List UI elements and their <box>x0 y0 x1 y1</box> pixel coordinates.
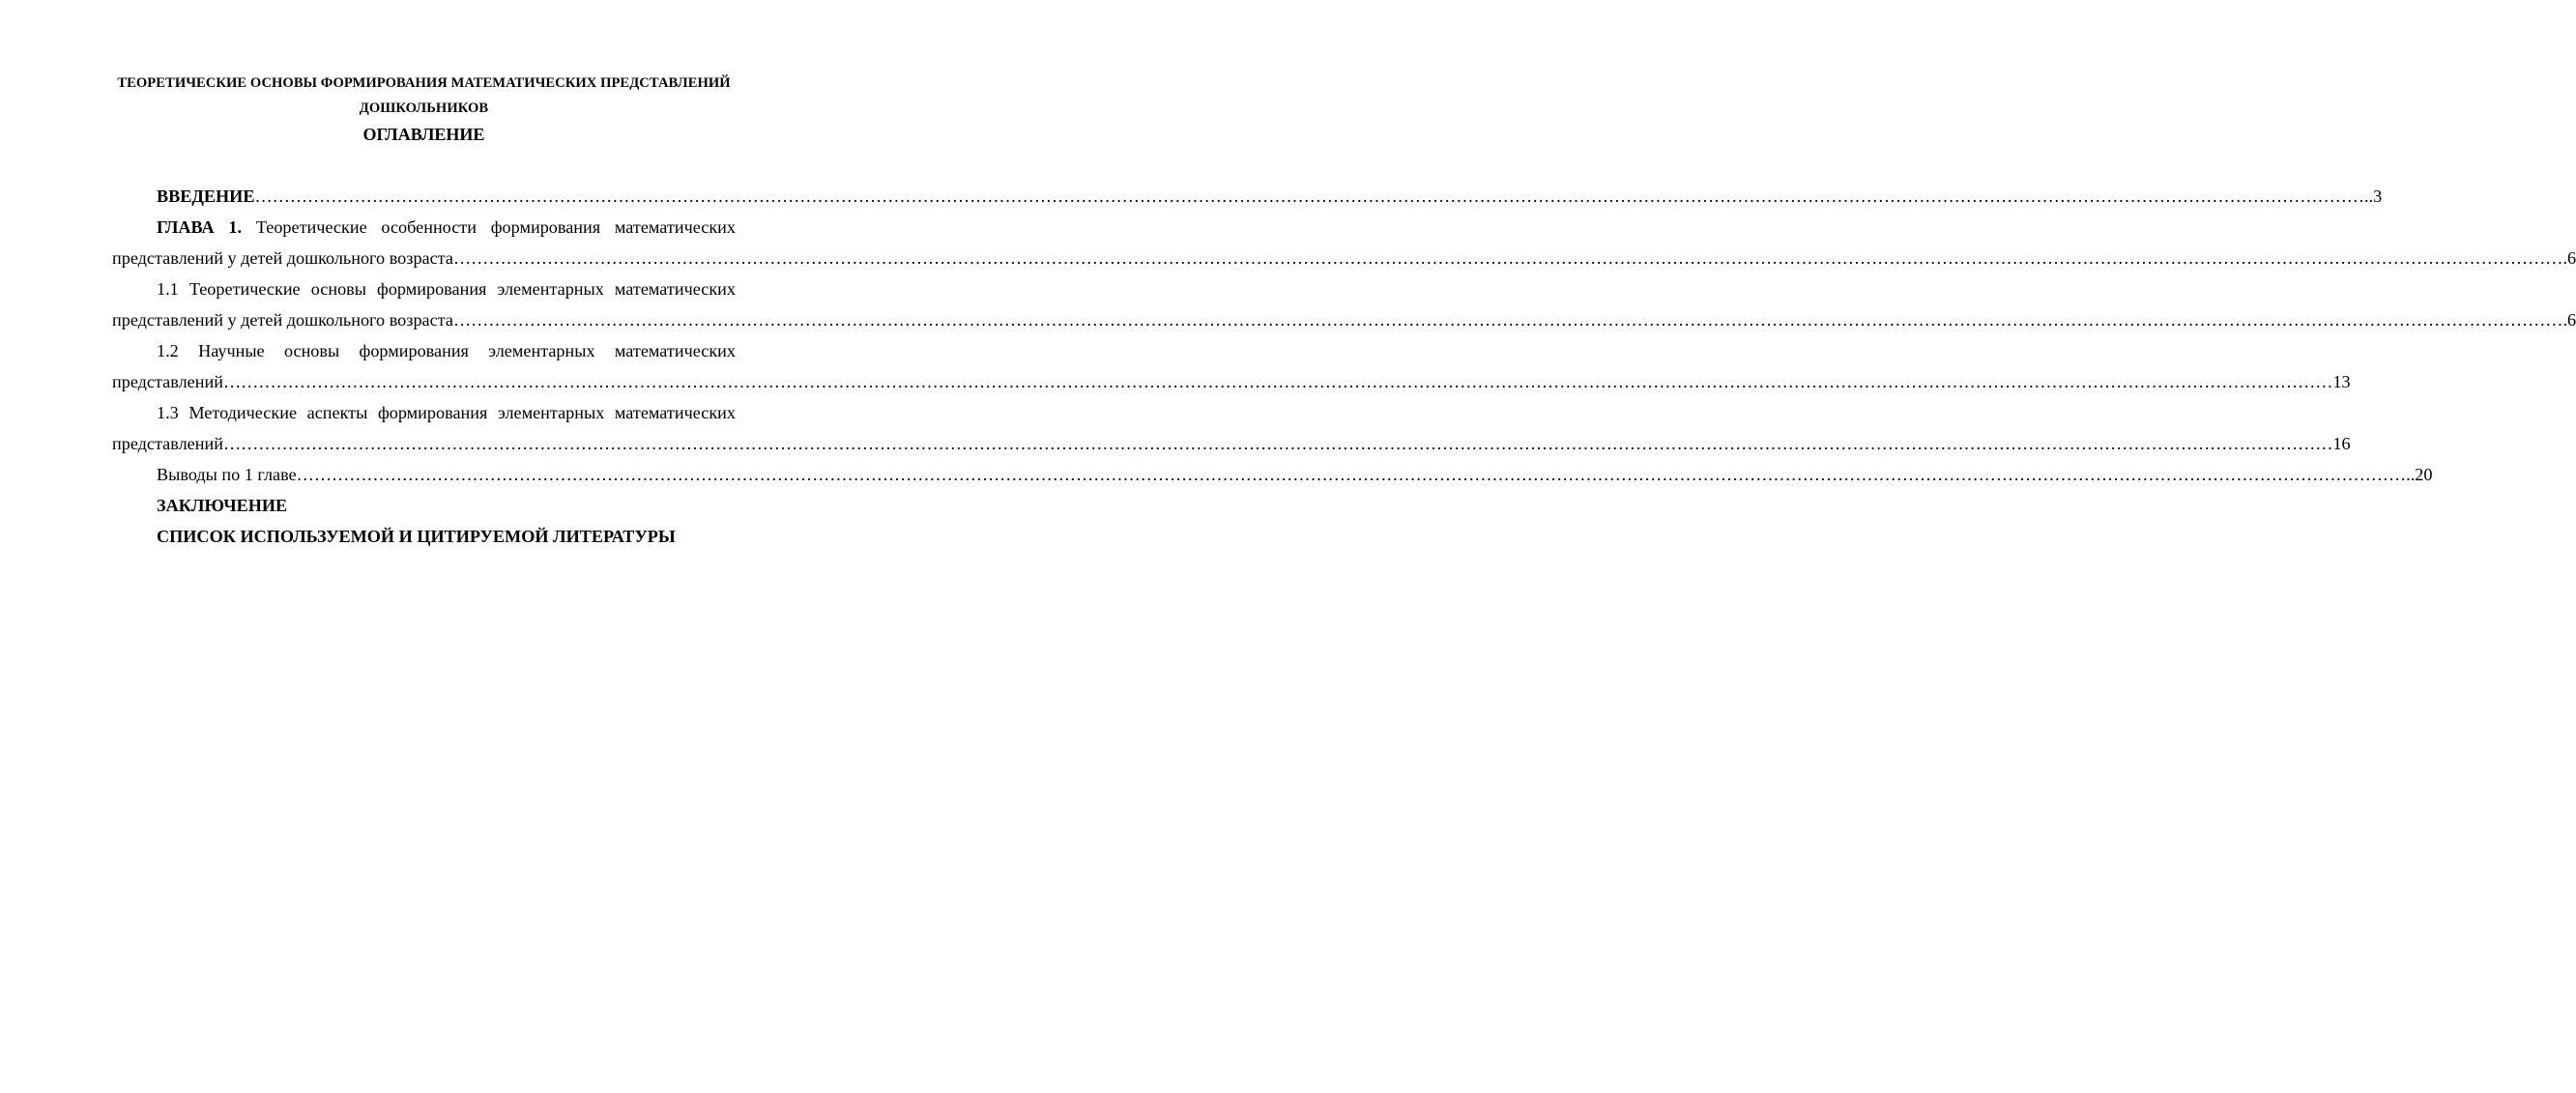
section-title-cont: представлений <box>112 434 223 453</box>
toc-page-number: .6 <box>2562 310 2576 330</box>
toc-page-number: 13 <box>2332 372 2351 391</box>
table-of-contents <box>112 181 2576 552</box>
dot-leader: ……………………………………………………………………………………………………………………………………………………………………………………………………………………………………………………………………………………………………………………………… <box>254 187 2364 206</box>
toc-entry-1-2-line1[interactable]: 1.2 Научные основы формирования элементарных математических <box>157 341 736 360</box>
toc-entry-1-3-line1[interactable]: 1.3 Методические аспекты формирования элементарных математических <box>157 403 736 422</box>
toc-entry-1-2-line2[interactable] <box>112 366 2351 397</box>
toc-entry-conclusion[interactable]: ЗАКЛЮЧЕНИЕ <box>157 496 288 515</box>
toc-entry-conclusions[interactable] <box>112 459 2433 490</box>
chapter-title-cont: представлений у детей дошкольного возраста <box>112 248 453 268</box>
toc-entry-chapter1-line1[interactable] <box>112 212 736 243</box>
dot-leader: ……………………………………………………………………………………………………………………………………………………………………………………………………………………………………………………………………………………………………………………………… <box>222 434 2333 453</box>
toc-entry-intro[interactable] <box>112 181 2383 212</box>
dot-leader: ……………………………………………………………………………………………………………………………………………………………………………………………………………………………………………………………………………………………………………………………… <box>452 248 2563 268</box>
toc-entry-chapter1-line2[interactable] <box>112 243 2576 273</box>
toc-title: ОГЛАВЛЕНИЕ <box>362 125 485 144</box>
toc-page-number: ..3 <box>2363 187 2383 206</box>
dot-leader: ……………………………………………………………………………………………………………………………………………………………………………………………………………………………………………………………………………………………………………………………… <box>296 465 2407 484</box>
document-topic <box>112 71 736 121</box>
toc-entry-references[interactable]: СПИСОК ИСПОЛЬЗУЕМОЙ И ЦИТИРУЕМОЙ ЛИТЕРАТУРЫ <box>157 527 676 546</box>
toc-entry-label: ВВЕДЕНИЕ <box>157 187 255 206</box>
toc-page-number: ..20 <box>2406 465 2433 484</box>
toc-page-number: 16 <box>2332 434 2351 453</box>
section-title-cont: представлений <box>112 372 223 391</box>
dot-leader: ……………………………………………………………………………………………………………………………………………………………………………………………………………………………………………………………………………………………………………………………… <box>452 310 2563 330</box>
toc-page-number: .6 <box>2562 248 2576 268</box>
toc-entry-1-1-line1[interactable]: 1.1 Теоретические основы формирования элементарных математических <box>157 279 736 299</box>
toc-entry-label: Выводы по 1 главе <box>157 465 297 484</box>
section-title-cont: представлений у детей дошкольного возраста <box>112 310 453 330</box>
dot-leader: ……………………………………………………………………………………………………………………………………………………………………………………………………………………………………………………………………………………………………………………………… <box>222 372 2333 391</box>
toc-entry-1-1-line2[interactable] <box>112 304 2576 335</box>
toc-entry-1-3-line2[interactable] <box>112 428 2351 459</box>
topic-line-2: ДОШКОЛЬНИКОВ <box>359 101 489 116</box>
chapter-title-part: Теоретические особенности формирования математических <box>255 217 736 237</box>
chapter-label: ГЛАВА 1. <box>157 217 243 237</box>
topic-line-1: ТЕОРЕТИЧЕСКИЕ ОСНОВЫ ФОРМИРОВАНИЯ МАТЕМАТИЧЕСКИХ ПРЕДСТАВЛЕНИЙ <box>117 75 731 91</box>
